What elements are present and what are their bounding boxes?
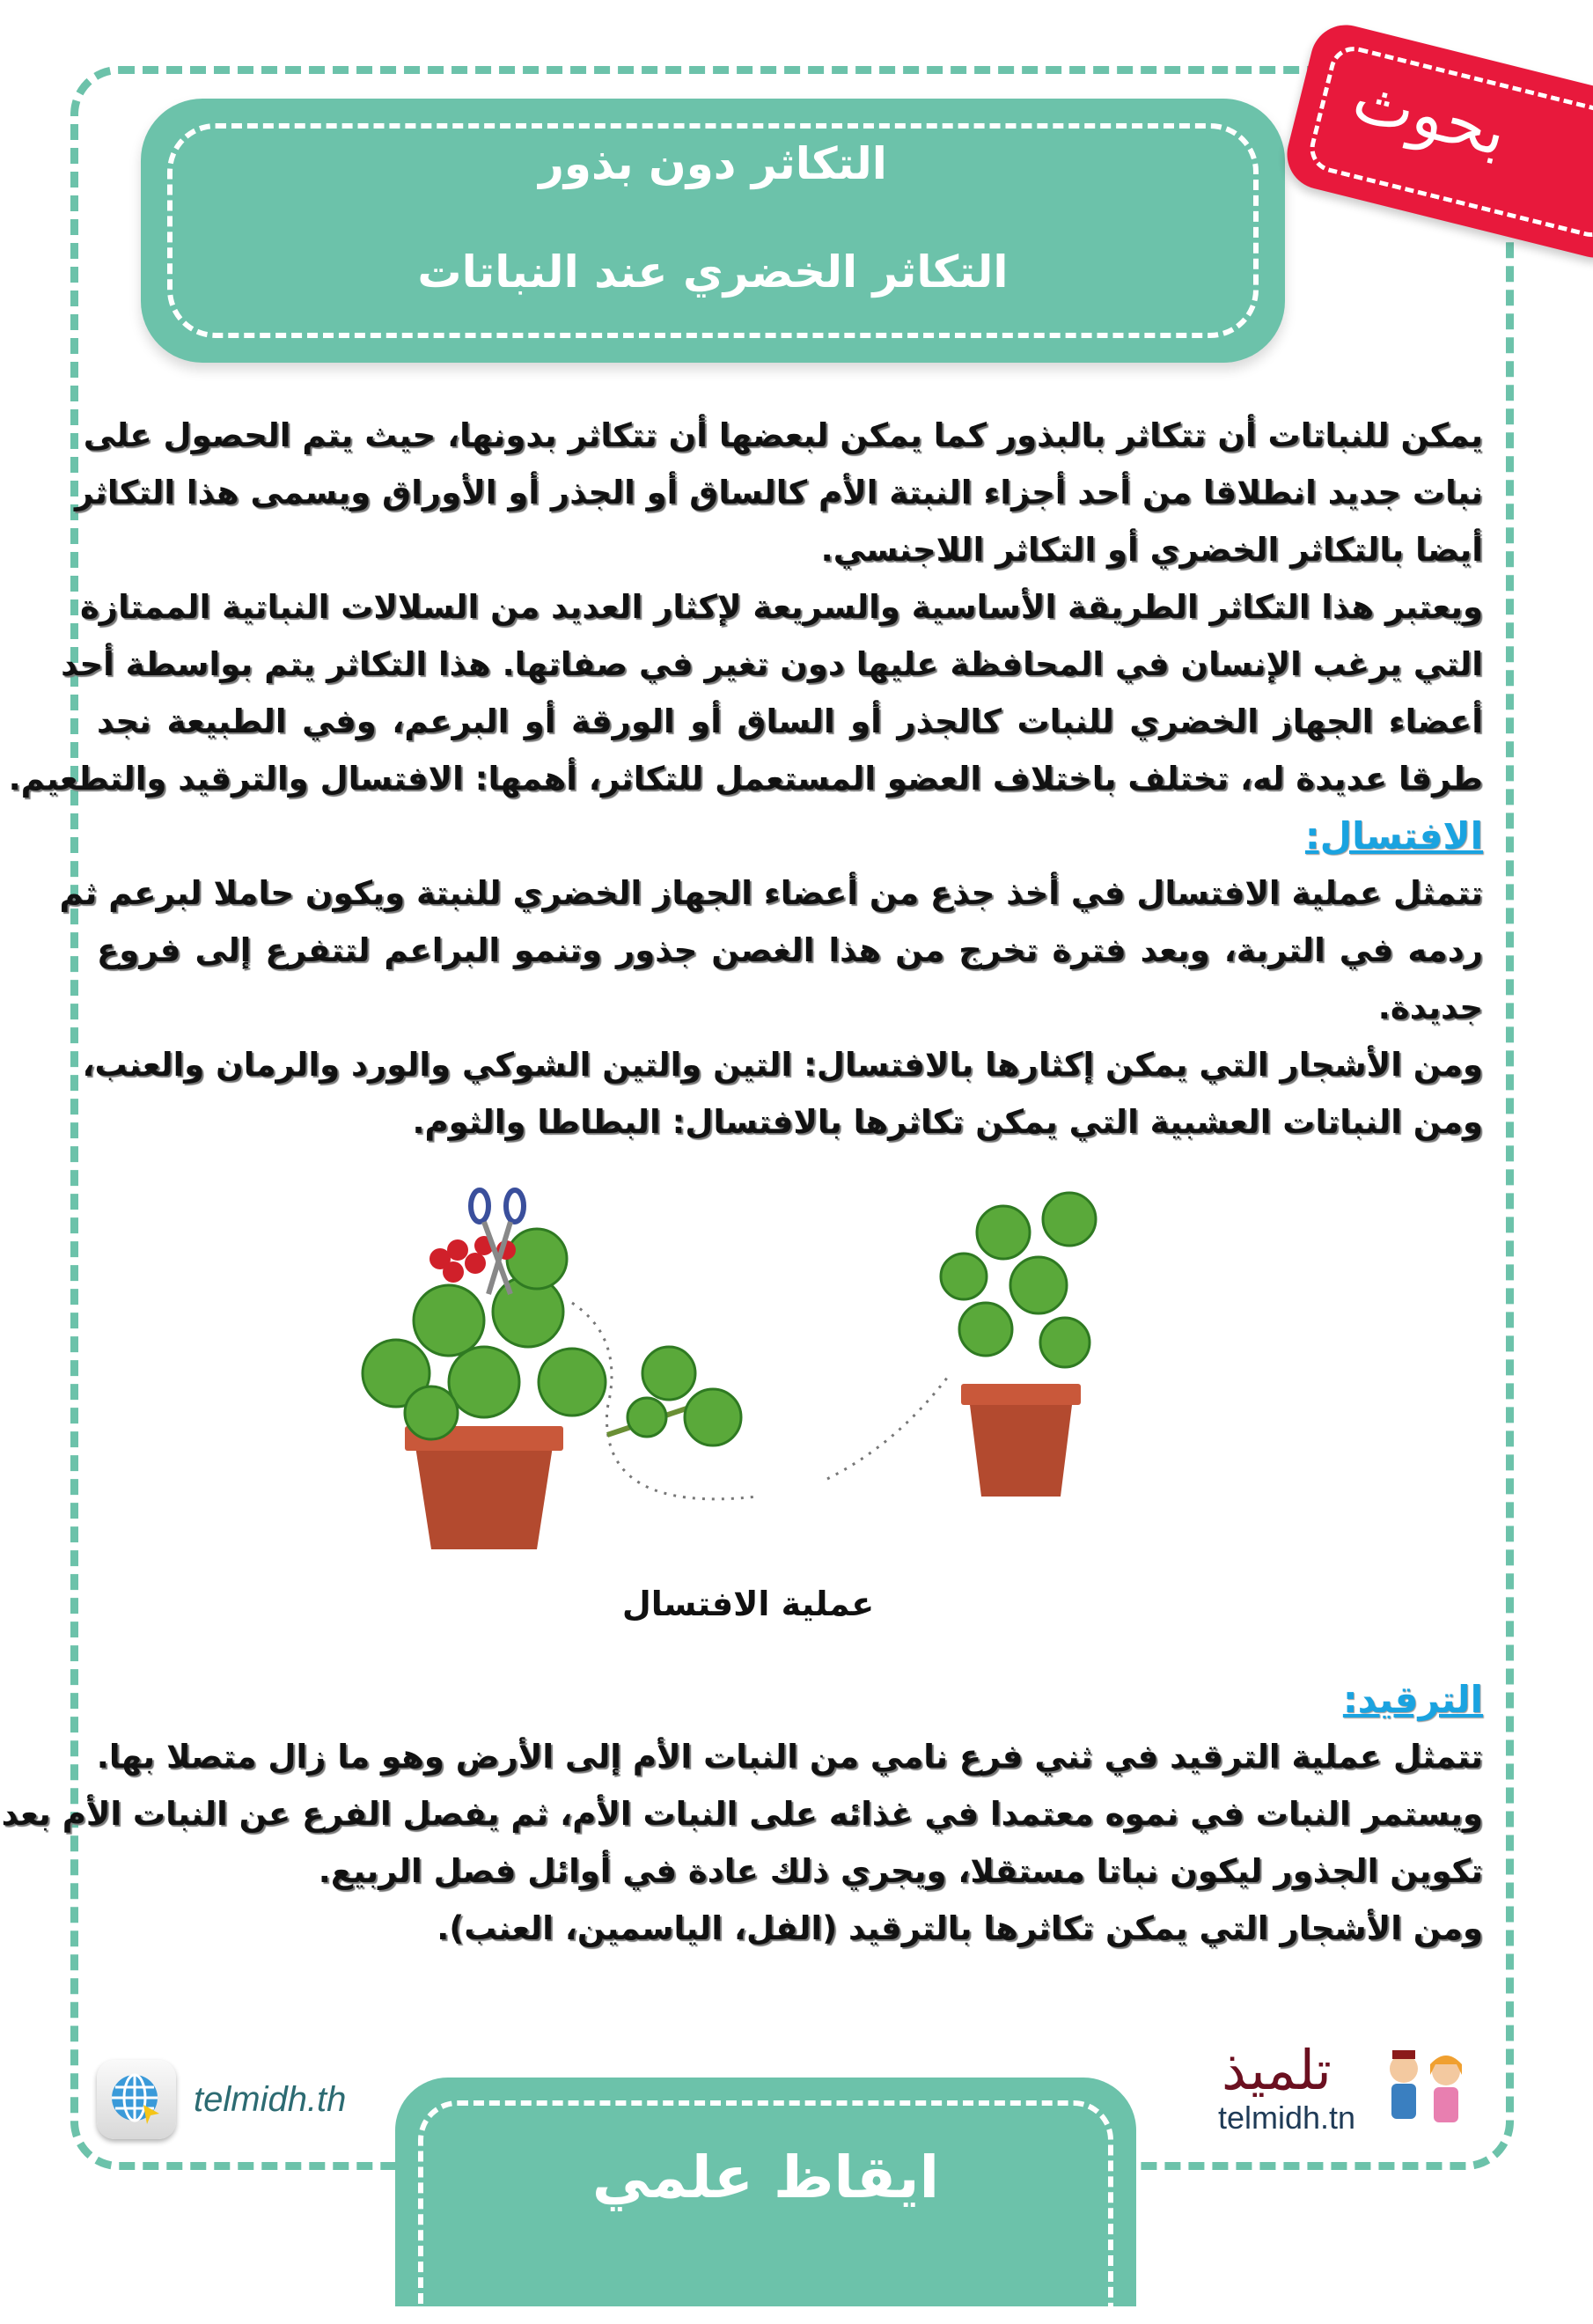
website-link[interactable] [97, 2060, 346, 2139]
text-line: طرقا عديدة له، تختلف باختلاف العضو المستعمل للتكاثر، أهمها: الافتسال والترقيد والتطعيم. [8, 760, 1483, 798]
layering-section [1, 1671, 1483, 1957]
category-tag-label: بحوث [1345, 60, 1515, 172]
intro-paragraph [8, 407, 1483, 1151]
text-line: ردمه في التربة، وبعد فترة تخرج من هذا الغصن جذور وتنمو البراعم لتتفرع إلى فروع [97, 931, 1483, 969]
text-line: ومن الأشجار التي يمكن إكثارها بالافتسال: التين والتين الشوكي والورد والرمان والعنب، [82, 1046, 1483, 1084]
text-line: جديدة. [1377, 989, 1483, 1026]
page-title: التكاثر دون بذور [539, 138, 887, 189]
section-heading-layering: الترقيد: [1342, 1678, 1483, 1721]
text-line: أعضاء الجهاز الخضري للنبات كالجذر أو الساق أو الورقة أو البرعم، وفي الطبيعة نجد [97, 702, 1483, 740]
mother-plant [363, 1229, 606, 1549]
kids-reading-icon [1377, 2047, 1474, 2135]
text-line: تتمثل عملية الافتسال في أخذ جذع من أعضاء الجهاز الخضري للنبتة ويكون حاملا لبرعم ثم [59, 874, 1483, 912]
footer-banner-label: ايقاظ علمي [591, 2144, 940, 2211]
footer-banner [395, 2078, 1136, 2306]
text-line: تتمثل عملية الترقيد في ثني فرع نامي من النبات الأم إلى الأرض وهو ما زال متصلا بها. [96, 1738, 1483, 1776]
footer-banner-stitching [418, 2100, 1113, 2324]
dotted-arrow [827, 1373, 951, 1479]
website-label: telmidh.th [194, 2079, 347, 2119]
text-line: ومن الأشجار التي يمكن تكاثرها بالترقيد (الفل، الياسمين، العنب). [437, 1909, 1483, 1947]
text-line: ويستمر النبات في نموه معتمدا في غذائه على النبات الأم، ثم يفصل الفرع عن النبات الأم بعد [1, 1795, 1483, 1833]
header-banner [141, 99, 1285, 363]
logo-arabic-text: تلميذ [1222, 2038, 1332, 2102]
section-heading-cutting: الافتسال: [1304, 814, 1483, 857]
cutting-illustration [334, 1180, 1171, 1570]
text-line: نبات جديد انطلاقا من أحد أجزاء النبتة الأم كالساق أو الجذر أو الأوراق ويسمى هذا التكاثر [75, 474, 1483, 511]
cutting [607, 1347, 741, 1445]
illustration-caption: عملية الافتسال [621, 1585, 875, 1623]
text-line: يمكن للنباتات أن تتكاثر بالبذور كما يمكن لبعضها أن تتكاثر بدونها، حيث يتم الحصول على [83, 416, 1483, 454]
telmidh-logo [1215, 2038, 1479, 2135]
text-line: التي يرغب الإنسان في المحافظة عليها دون تغير في صفاتها. هذا التكاثر يتم بواسطة أحد [61, 645, 1483, 683]
text-line: ويعتبر هذا التكاثر الطريقة الأساسية والسريعة لإكثار العديد من السلالات النباتية الممتازة [79, 588, 1483, 626]
new-plant [941, 1193, 1096, 1497]
page-subtitle: التكاثر الخضري عند النباتات [417, 246, 1009, 298]
logo-latin-text: telmidh.tn [1218, 2100, 1356, 2136]
globe-icon [97, 2060, 176, 2139]
text-line: تكوين الجذور ليكون نباتا مستقلا، ويجري ذلك عادة في أوائل فصل الربيع. [318, 1852, 1483, 1890]
text-line: أيضا بالتكاثر الخضري أو التكاثر اللاجنسي. [820, 531, 1483, 569]
text-line: ومن النباتات العشبية التي يمكن تكاثرها بالافتسال: البطاطا والثوم. [412, 1103, 1483, 1141]
